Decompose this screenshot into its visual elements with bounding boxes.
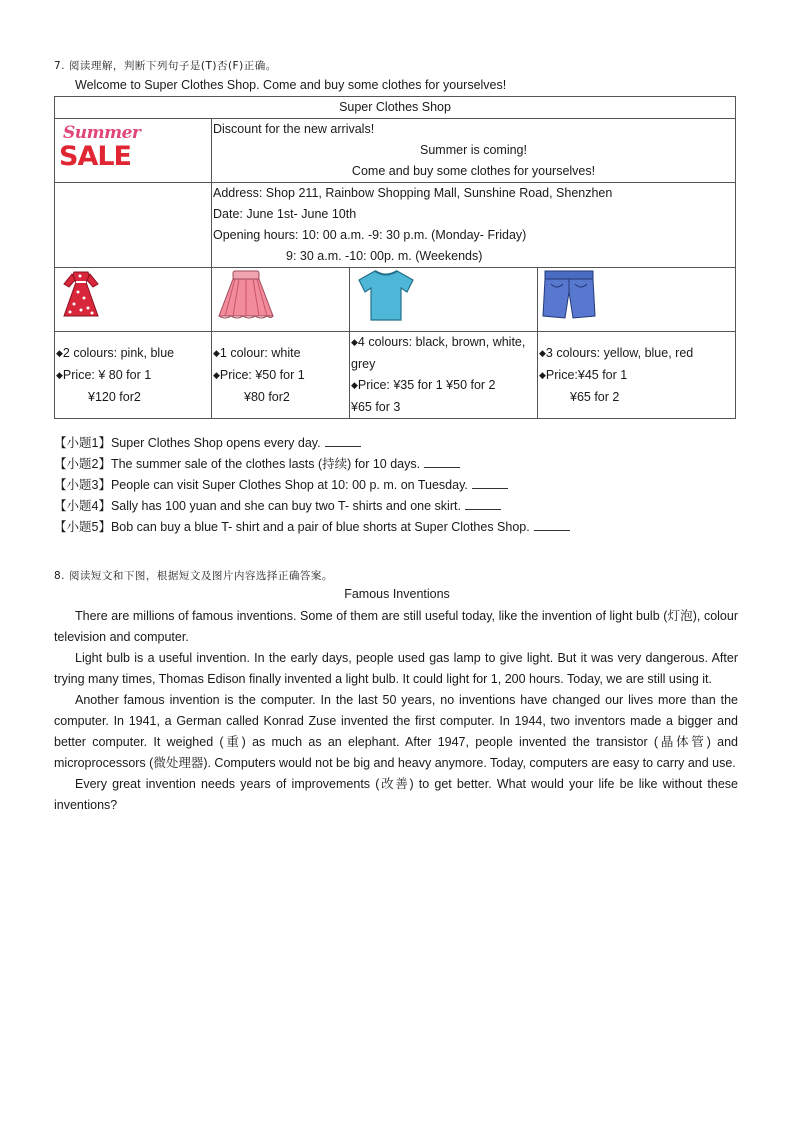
passage-paragraph-2: Light bulb is a useful invention. In the early days, people used gas lamp to give light. But it was very dangerous. After trying many times, Thomas Edison finally invented a light bulb. It could light for 1, 200 hours. Today, we are still using it. — [54, 651, 738, 686]
tshirt-price-2: ¥65 for 3 — [351, 400, 401, 414]
passage-paragraph-1: There are millions of famous inventions. Some of them are still useful today, like the invention of light bulb (灯泡), colour television and computer. — [54, 609, 738, 644]
skirt-image-cell — [212, 268, 350, 332]
tshirt-details: ◆4 colours: black, brown, white, grey ◆Price: ¥35 for 1 ¥50 for 2 ¥65 for 3 — [350, 332, 538, 419]
sale-logo-sale: SALE — [59, 141, 131, 172]
dress-colours: 2 colours: pink, blue — [62, 345, 175, 360]
shop-hours-weekday: Opening hours: 10: 00 a.m. -9: 30 p.m. (Monday- Friday) — [213, 228, 527, 242]
shorts-price-2: ¥65 for 2 — [570, 389, 620, 404]
promo-line-2: Summer is coming! — [420, 143, 527, 157]
shorts-image-cell — [538, 268, 736, 332]
question-8-heading: 8. 阅读短文和下图，根据短文及图片内容选择正确答案。 — [54, 570, 333, 582]
q7-sub-2: 【小题2】The summer sale of the clothes lasts (持续) for 10 days. — [54, 454, 460, 472]
shorts-details: ◆3 colours: yellow, blue, red ◆Price:¥45 for 1 ¥65 for 2 — [538, 332, 736, 419]
passage-paragraph-3: Another famous invention is the computer. In the last 50 years, no inventions have changed our lives more than the computer. In 1941, a German called Konrad Zuse invented the first computer. In 1944, two inventors made a bigger and better computer. It weighed (重) as much as an elephant. After 1947, people invented the transistor (晶体管) and microprocessors (微处理器). Computers would not be big and heavy anymore. Today, computers are easy to carry and use. — [54, 693, 738, 770]
dress-details: ◆2 colours: pink, blue ◆Price: ¥ 80 for 1 ¥120 for2 — [55, 332, 212, 419]
tshirt-colours: 4 colours: black, brown, white, grey — [351, 335, 526, 371]
tshirt-image-cell — [350, 268, 538, 332]
answer-blank-4[interactable] — [465, 499, 501, 510]
sale-logo-summer: Summer — [63, 123, 141, 143]
summer-sale-logo — [57, 122, 141, 180]
answer-blank-3[interactable] — [472, 478, 508, 489]
shop-title: Super Clothes Shop — [55, 97, 736, 119]
tshirt-price: Price: ¥35 for 1 ¥50 for 2 — [357, 378, 496, 392]
q7-sub-3: 【小题3】People can visit Super Clothes Shop at 10: 00 p. m. on Tuesday. — [54, 475, 508, 493]
answer-blank-2[interactable] — [424, 457, 460, 468]
shop-address: Address: Shop 211, Rainbow Shopping Mall, Sunshine Road, Shenzhen — [213, 186, 613, 200]
skirt-colours: 1 colour: white — [219, 345, 301, 360]
skirt-icon — [213, 268, 279, 322]
shorts-icon — [539, 268, 599, 324]
shop-table — [54, 96, 736, 419]
empty-cell — [55, 183, 212, 268]
shop-date: Date: June 1st- June 10th — [213, 207, 357, 221]
dress-image-cell — [55, 268, 212, 332]
shop-hours-weekend: 9: 30 a.m. -10: 00p. m. (Weekends) — [286, 249, 483, 263]
passage-title: Famous Inventions — [344, 587, 450, 601]
dress-price-2: ¥120 for2 — [88, 389, 141, 404]
passage — [54, 606, 738, 816]
q7-sub-4: 【小题4】Sally has 100 yuan and she can buy two T- shirts and one skirt. — [54, 496, 501, 514]
q7-sub-5: 【小题5】Bob can buy a blue T- shirt and a pair of blue shorts at Super Clothes Shop. — [54, 517, 570, 535]
answer-blank-1[interactable] — [325, 436, 361, 447]
promo-line-3: Come and buy some clothes for yourselves! — [351, 164, 596, 178]
dress-icon — [56, 268, 106, 322]
skirt-details: ◆1 colour: white ◆Price: ¥50 for 1 ¥80 for2 — [212, 332, 350, 419]
shorts-colours: 3 colours: yellow, blue, red — [545, 345, 694, 360]
promo-cell — [212, 119, 736, 183]
tshirt-icon — [351, 268, 421, 324]
promo-line-1: Discount for the new arrivals! — [213, 122, 375, 136]
sale-logo-cell — [55, 119, 212, 183]
skirt-price: Price: ¥50 for 1 — [219, 367, 305, 382]
q7-sub-1: 【小题1】Super Clothes Shop opens every day. — [54, 433, 361, 451]
passage-paragraph-4: Every great invention needs years of improvements (改善) to get better. What would your life be like without these inventions? — [54, 777, 738, 812]
skirt-price-2: ¥80 for2 — [244, 389, 290, 404]
answer-blank-5[interactable] — [534, 520, 570, 531]
shorts-price: Price:¥45 for 1 — [545, 367, 628, 382]
info-cell — [212, 183, 736, 268]
question-7-intro: Welcome to Super Clothes Shop. Come and buy some clothes for yourselves! — [75, 78, 507, 92]
dress-price: Price: ¥ 80 for 1 — [62, 367, 152, 382]
question-7-heading: 7. 阅读理解，判断下列句子是(T)否(F)正确。 — [54, 60, 277, 72]
